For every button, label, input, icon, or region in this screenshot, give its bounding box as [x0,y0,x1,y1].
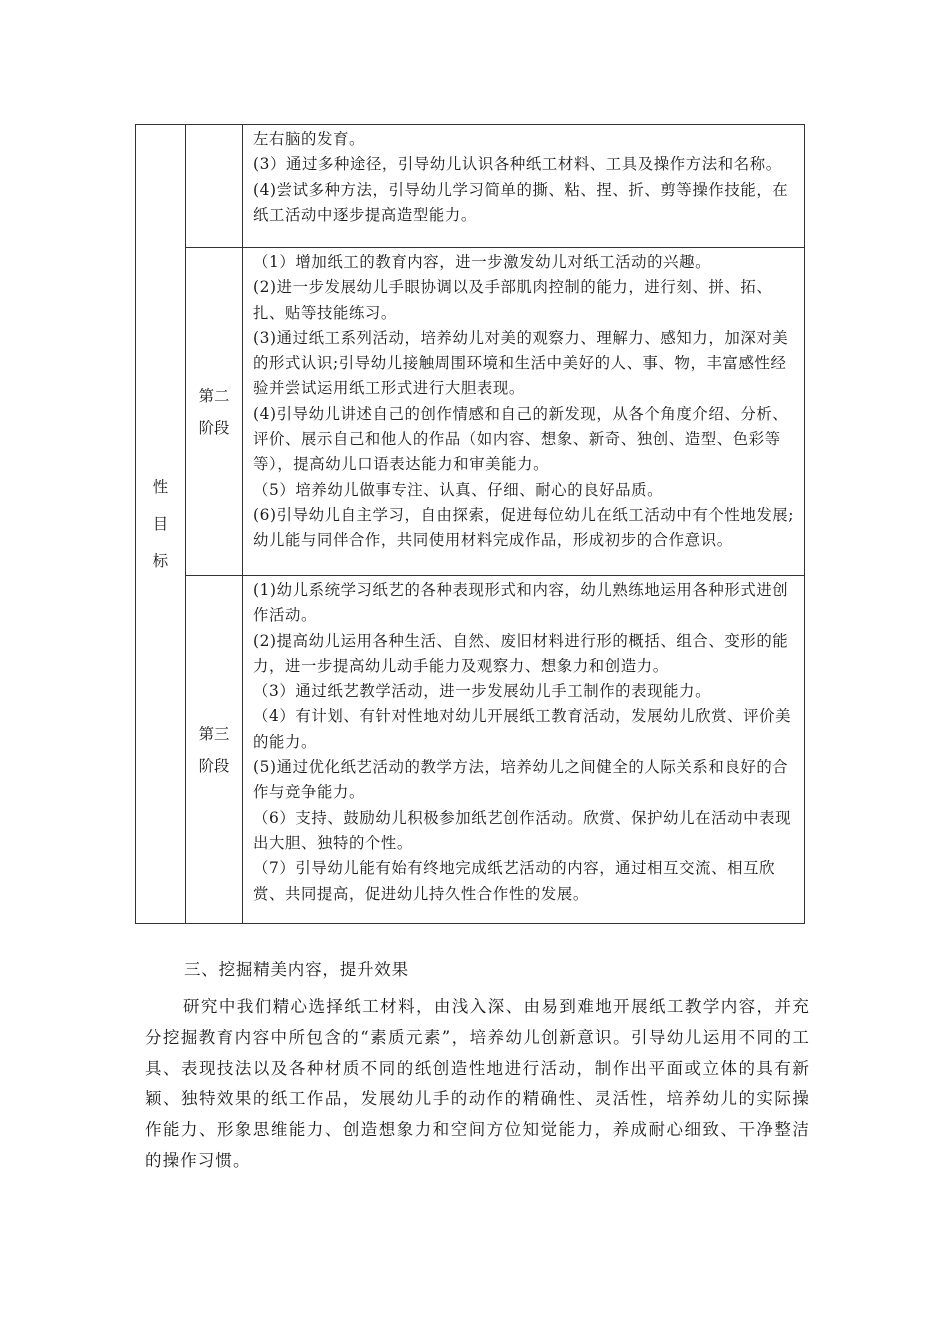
stage3-item: （6）支持、鼓励幼儿积极参加纸艺创作活动。欣赏、保护幼儿在活动中表现出大胆、独特的个性。 [253,808,792,852]
stage2-row [136,248,805,576]
side-label-char: 性 [152,477,169,496]
stage3-row [136,576,805,924]
stage3-label-line: 第三 [198,724,230,743]
stage1-label-cell [186,125,243,248]
stage2-content-cell [243,248,805,576]
stage2-item: （5）培养幼儿做事专注、认真、仔细、耐心的良好品质。 [253,480,664,499]
stage2-label-line: 阶段 [198,418,230,437]
side-label [136,469,185,580]
side-label-char: 标 [152,551,169,570]
stage3-item: （7）引导幼儿能有始有终地完成纸艺活动的内容，通过相互交流、相互欣赏、共同提高，促进幼儿持久性合作性的发展。 [253,859,776,903]
stage3-label-line: 阶段 [198,756,230,775]
stage1-item: (4)尝试多种方法，引导幼儿学习简单的撕、粘、捏、折、剪等操作技能，在纸工活动中逐步提高造型能力。 [253,180,789,224]
stage2-item: (6)引导幼儿自主学习，自由探索，促进每位幼儿在纸工活动中有个性地发展;幼儿能与同伴合作，共同使用材料完成作品，形成初步的合作意识。 [253,505,795,550]
stage2-item: (2)进一步发展幼儿手眼协调以及手部肌肉控制的能力，进行刻、拼、拓、扎、贴等技能练习。 [253,278,773,322]
stage3-content-cell [243,576,805,924]
stage1-content-cell [243,125,805,248]
objectives-table [135,124,805,924]
stage2-item: （1）增加纸工的教育内容，进一步激发幼儿对纸工活动的兴趣。 [253,253,712,271]
section-heading: 三、挖掘精美内容，提升效果 [184,960,409,979]
side-label-cell [136,125,186,924]
stage2-item: (3)通过纸工系列活动，培养幼儿对美的观察力、理解力、感知力，加深对美的形式认识;引导幼儿接触周围环境和生活中美好的人、事、物，丰富感性经验并尝试运用纸工形式进行大胆表现。 [253,328,789,398]
stage3-item: (1)幼儿系统学习纸艺的各种表现形式和内容，幼儿熟练地运用各种形式进创作活动。 [253,581,789,625]
stage1-row [136,125,805,248]
stage3-item: （3）通过纸艺教学活动，进一步发展幼儿手工制作的表现能力。 [253,682,712,701]
stage1-item: 左右脑的发育。 [253,130,365,148]
stage2-label-line: 第二 [198,386,230,405]
stage2-item: (4)引导幼儿讲述自己的创作情感和自己的新发现，从各个角度介绍、分析、评价、展示自己和他人的作品（如内容、想象、新奇、独创、造型、色彩等等），提高幼儿口语表达能力和审美能力。 [253,404,789,474]
side-label-char: 目 [152,514,169,533]
stage3-label [186,576,243,924]
section-paragraph: 研究中我们精心选择纸工材料，由浅入深、由易到难地开展纸工教学内容，并充分挖掘教育内容中所包含的“素质元素”，培养幼儿创新意识。引导幼儿运用不同的工具、表现技法以及各种材质不同的纸创造性地进行活动，制作出平面或立体的具有新颖、独特效果的纸工作品，发展幼儿手的动作的精确性、灵活性，培养幼儿的实际操作能力、形象思维能力、创造想象力和空间方位知觉能力，养成耐心细致、干净整洁的操作习惯。 [145,997,810,1170]
stage3-item: (2)提高幼儿运用各种生活、自然、废旧材料进行形的概括、组合、变形的能力，进一步提高幼儿动手能力及观察力、想象力和创造力。 [253,631,789,675]
stage2-label [186,248,243,576]
stage1-item: (3）通过多种途径，引导幼儿认识各种纸工材料、工具及操作方法和名称。 [253,155,782,174]
stage3-item: (5)通过优化纸艺活动的教学方法，培养幼儿之间健全的人际关系和良好的合作与竞争能力。 [253,758,789,802]
stage3-item: （4）有计划、有针对性地对幼儿开展纸工教育活动，发展幼儿欣赏、评价美的能力。 [253,707,792,751]
